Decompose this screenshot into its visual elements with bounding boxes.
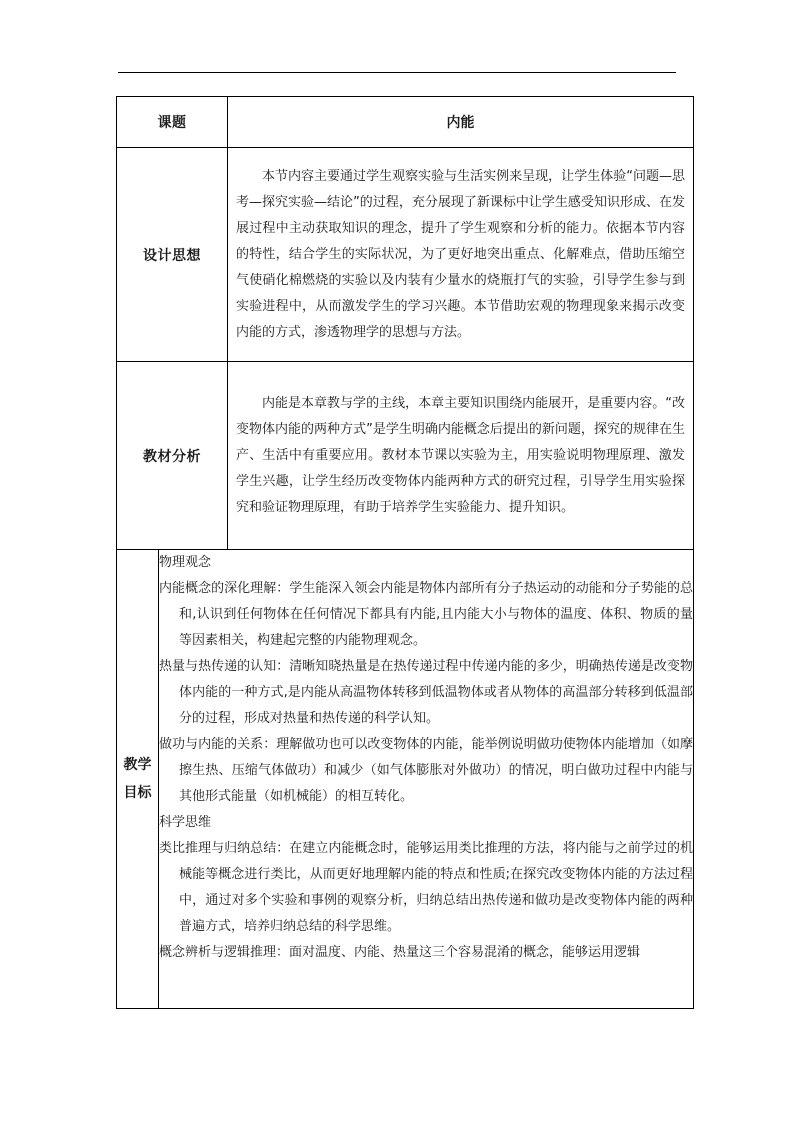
- design-text: 本节内容主要通过学生观察实验与生活实例来呈现，让学生体验“问题—思考—探究实验—结论”的过程，充分展现了新课标中让学生感受知识形成、在发展过程中主动获取知识的理念，提升了学生观察和分析的能力。依据本节内容的特性，结合学生的实际状况，为了更好地突出重点、化解难点，借助压缩空气使硝化棉燃烧的实验以及内装有少量水的烧瓶打气的实验，引导学生参与到实验进程中，从而激发学生的学习兴趣。本节借助宏观的物理现象来揭示改变内能的方式，渗透物理学的思想与方法。: [236, 168, 685, 340]
- design-row: [117, 148, 694, 362]
- design-cell: [228, 148, 694, 362]
- goals-label: [117, 550, 159, 1009]
- header-rule: [118, 72, 676, 73]
- section-title-thinking: 科学思维: [159, 815, 212, 830]
- topic-label: 课题: [117, 97, 228, 148]
- goal-item: 热量与热传递的认知：清晰知晓热量是在热传递过程中传递内能的多少，明确热传递是改变物体内能的一种方式,是内能从高温物体转移到低温物体或者从物体的高温部分转移到低温部分的过程，形成对热量和热传递的科学认知。: [159, 659, 693, 726]
- goals-label-line-2: 目标: [123, 785, 152, 801]
- section-title-physics: 物理观念: [159, 555, 212, 570]
- design-label: 设计思想: [117, 148, 228, 362]
- goal-item: 类比推理与归纳总结：在建立内能概念时，能够运用类比推理的方法，将内能与之前学过的机械能等概念进行类比，从而更好地理解内能的特点和性质;在探究改变物体内能的方法过程中，通过对多个实验和事例的观察分析，归纳总结出热传递和做功是改变物体内能的两种普遍方式，培养归纳总结的科学思维。: [159, 841, 693, 934]
- material-label: 教材分析: [117, 362, 228, 550]
- goals-row: [117, 550, 694, 1009]
- material-text: 内能是本章教与学的主线，本章主要知识围绕内能展开，是重要内容。“改变物体内能的两种方式”是学生明确内能概念后提出的新问题，探究的规律在生产、生活中有重要应用。教材本节课以实验为主，用实验说明物理原理、激发学生兴趣，让学生经历改变物体内能两种方式的研究过程，引导学生用实验探究和验证物理原理，有助于培养学生实验能力、提升知识。: [236, 395, 685, 515]
- goals-label-line-1: 教学: [123, 757, 152, 773]
- lesson-plan-table: [116, 96, 694, 1009]
- topic-row: [117, 97, 694, 148]
- goals-content: [159, 550, 693, 1000]
- material-row: [117, 362, 694, 550]
- goal-item: 内能概念的深化理解：学生能深入领会内能是物体内部所有分子热运动的动能和分子势能的总和,认识到任何物体在任何情况下都具有内能,且内能大小与物体的温度、体积、物质的量等因素相关，构建起完整的内能物理观念。: [159, 581, 693, 648]
- goal-item: 做功与内能的关系：理解做功也可以改变物体的内能，能举例说明做功使物体内能增加（如摩擦生热、压缩气体做功）和减少（如气体膨胀对外做功）的情况，明白做功过程中内能与其他形式能量（如机械能）的相互转化。: [159, 737, 693, 804]
- topic-value: 内能: [228, 97, 694, 148]
- goals-cell: [159, 550, 694, 1009]
- material-cell: [228, 362, 694, 550]
- goal-item: 概念辨析与逻辑推理：面对温度、内能、热量这三个容易混淆的概念，能够运用逻辑: [159, 945, 641, 960]
